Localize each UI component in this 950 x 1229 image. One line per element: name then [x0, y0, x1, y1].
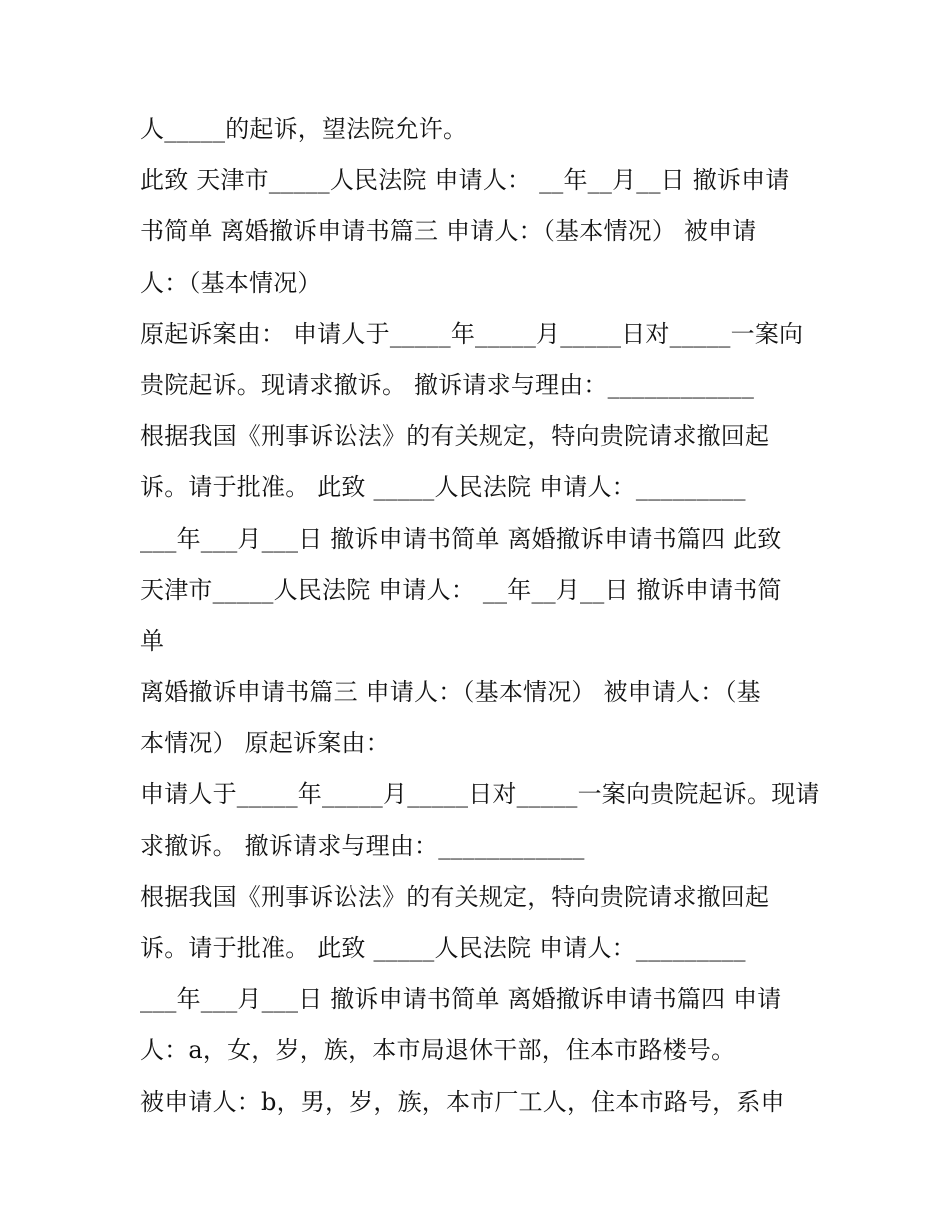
- text-line: 贵院起诉。现请求撤诉。 撤诉请求与理由：____________: [140, 370, 755, 399]
- text-line: 人_____的起诉，望法院允许。: [140, 115, 468, 143]
- text-line: 根据我国《刑事诉讼法》的有关规定，特向贵院请求撤回起: [140, 422, 770, 451]
- text-line: 根据我国《刑事诉讼法》的有关规定，特向贵院请求撤回起: [140, 882, 770, 911]
- text-line: 本情况） 原起诉案由：: [140, 729, 390, 758]
- text-line: 诉。请于批准。 此致 _____人民法院 申请人：_________: [140, 473, 746, 502]
- text-line: 人：（基本情况）: [140, 268, 322, 297]
- text-line: 原起诉案由： 申请人于_____年_____月_____日对_____一案向: [140, 319, 804, 348]
- document-body: [140, 104, 820, 1128]
- text-line: 离婚撤诉申请书篇三 申请人：（基本情况） 被申请人：（基: [140, 678, 761, 707]
- text-line: 天津市_____人民法院 申请人： __年__月__日 撤诉申请书简: [140, 575, 782, 604]
- text-line: 单: [140, 626, 165, 655]
- text-line: ___年___月___日 撤诉申请书简单 离婚撤诉申请书篇四 申请: [140, 985, 782, 1014]
- text-line: 申请人于_____年_____月_____日对_____一案向贵院起诉。现请: [140, 780, 820, 809]
- text-line: 诉。请于批准。 此致 _____人民法院 申请人：_________: [140, 934, 746, 962]
- text-line: 求撤诉。 撤诉请求与理由：____________: [140, 831, 585, 860]
- text-line: 书简单 离婚撤诉申请书篇三 申请人：（基本情况） 被申请: [140, 217, 757, 246]
- text-line: ___年___月___日 撤诉申请书简单 离婚撤诉申请书篇四 此致: [140, 524, 782, 553]
- text-line: 被申请人：b，男，岁，族，本市厂工人，住本市路号，系申: [140, 1087, 785, 1116]
- text-line: 人：a，女，岁，族，本市局退休干部，住本市路楼号。: [140, 1036, 736, 1065]
- text-line: 此致 天津市_____人民法院 申请人： __年__月__日 撤诉申请: [140, 166, 790, 195]
